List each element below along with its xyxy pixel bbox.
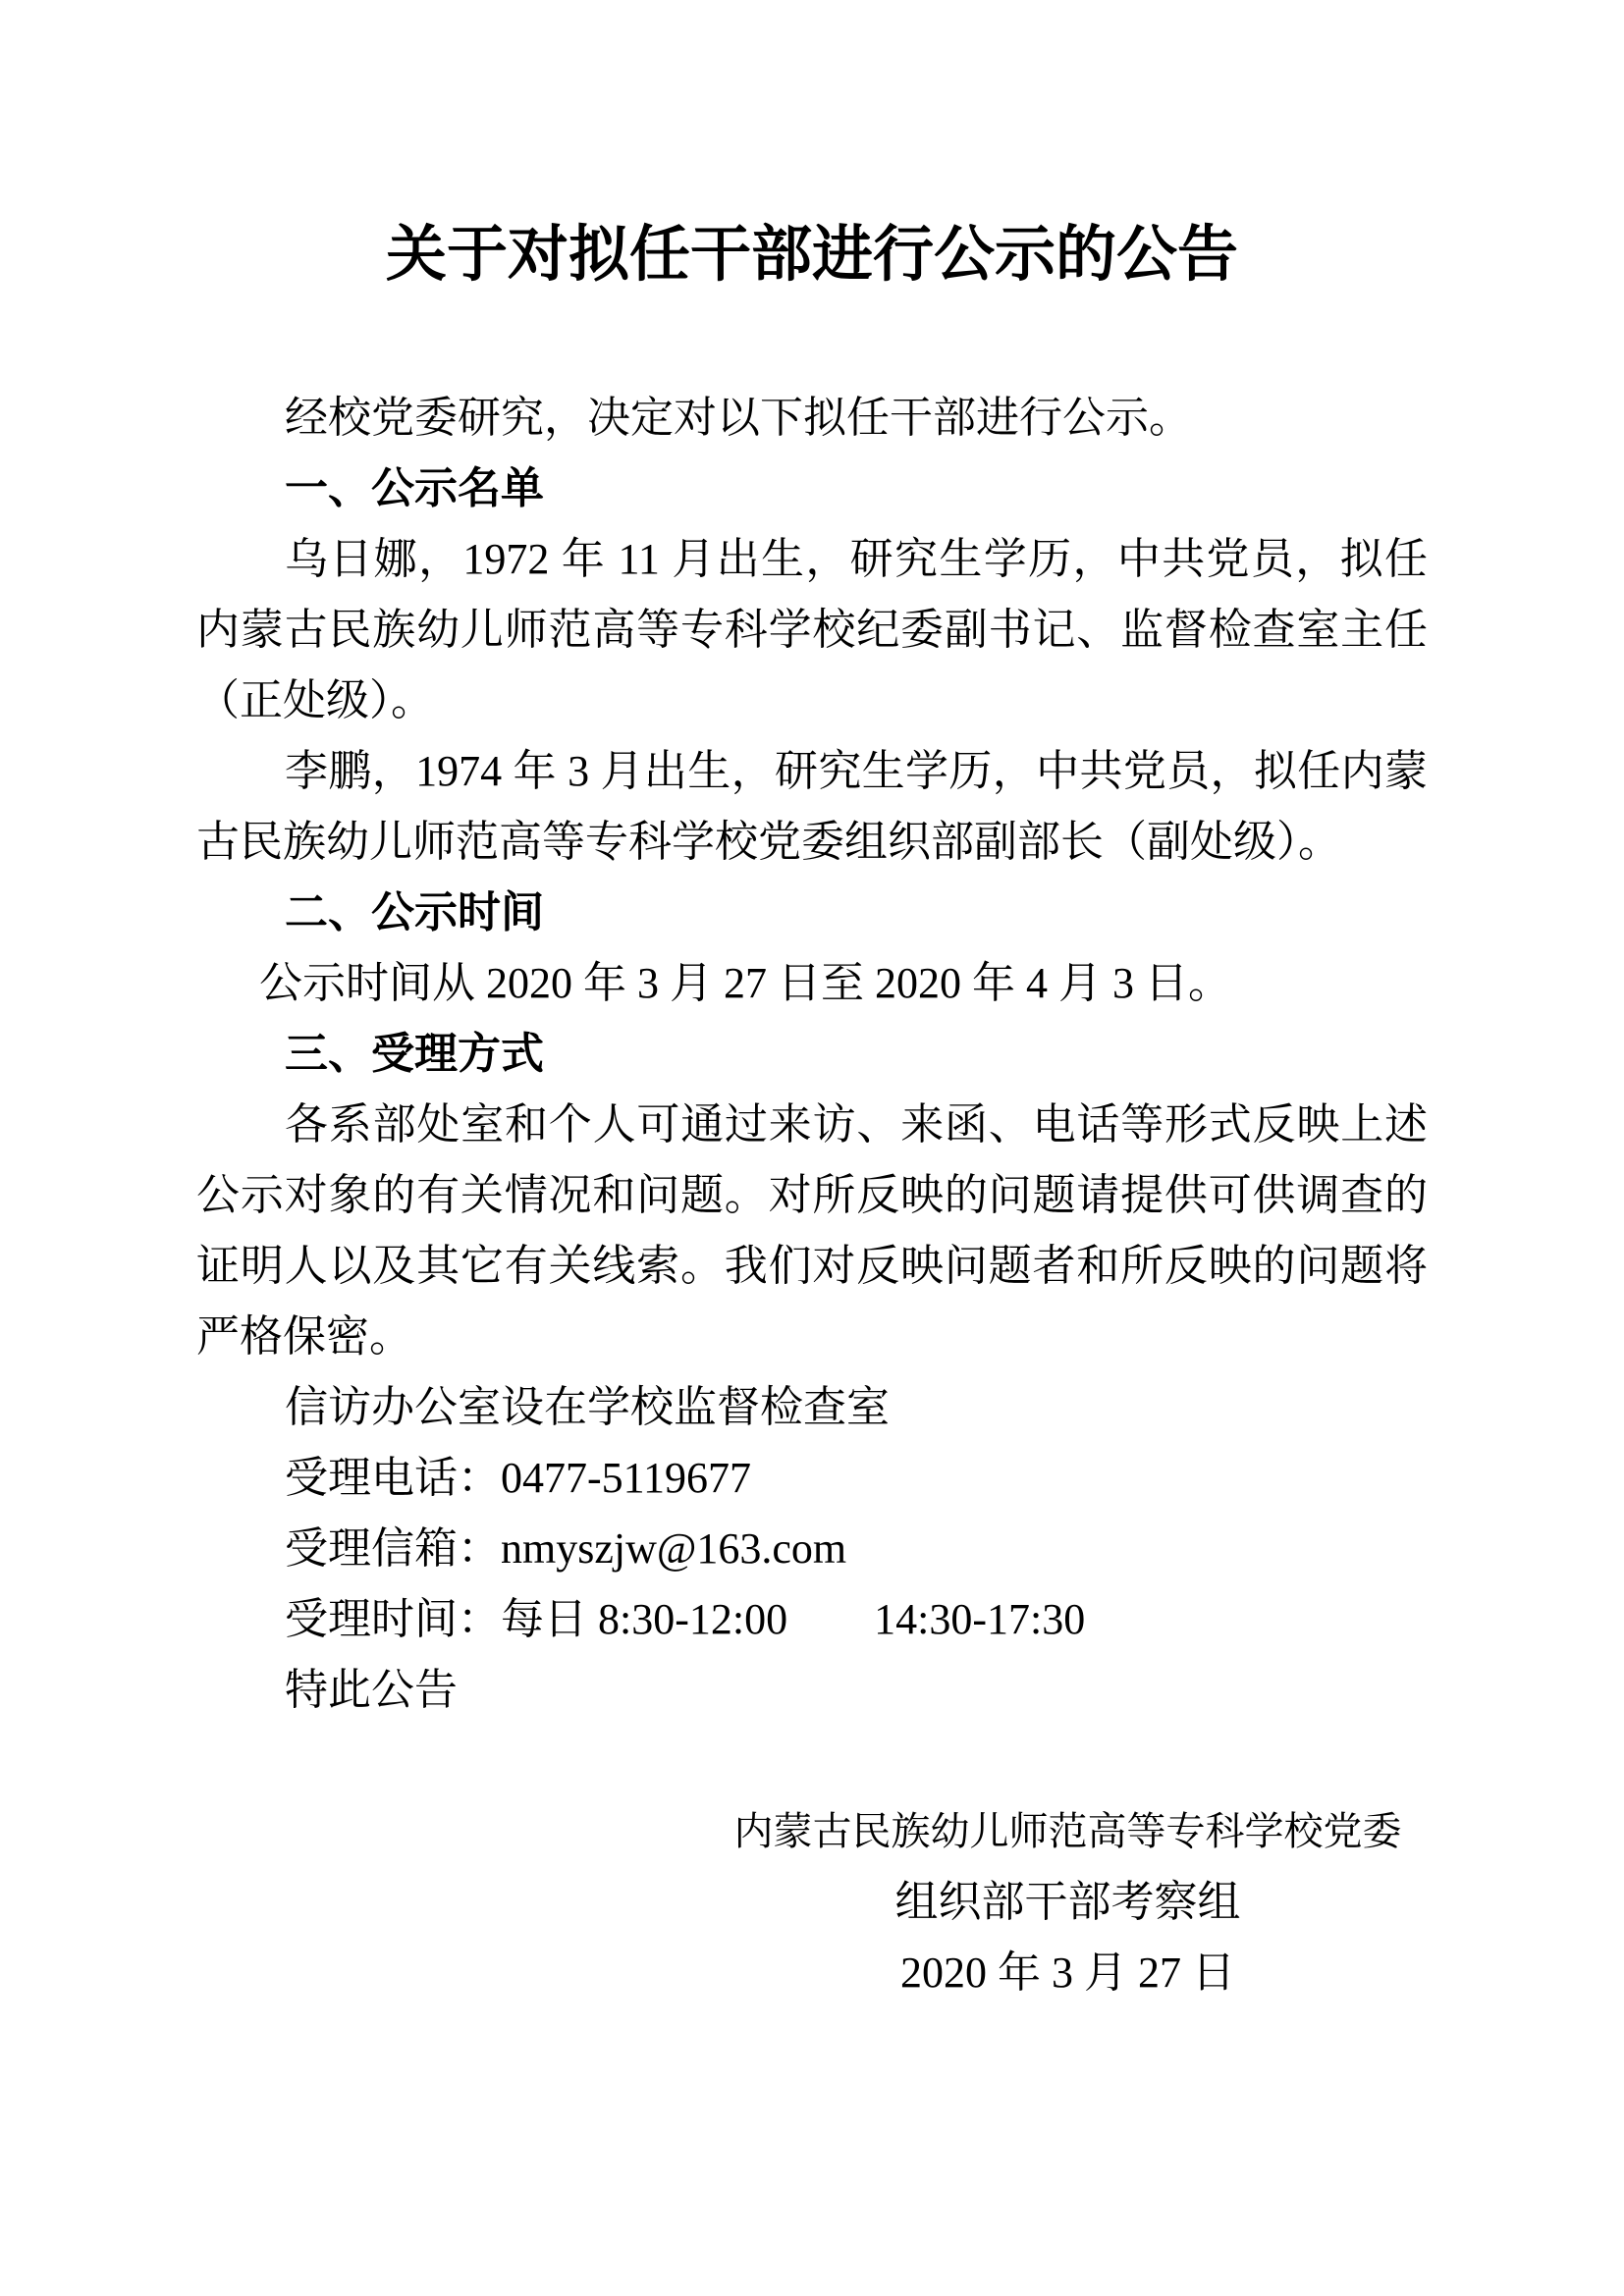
section1-heading: 一、公示名单 — [285, 464, 544, 512]
section2-heading: 二、公示时间 — [285, 888, 544, 936]
phone-paragraph: 受理电话：0477-5119677 — [285, 1454, 752, 1502]
email-paragraph: 受理信箱：nmyszjw@163.com — [285, 1524, 847, 1573]
intro-paragraph: 经校党委研究，决定对以下拟任干部进行公示。 — [285, 394, 1192, 442]
section3-heading: 三、受理方式 — [285, 1030, 544, 1078]
closing-paragraph: 特此公告 — [285, 1666, 458, 1714]
signature-group: 组织部干部考察组 — [894, 1878, 1241, 1926]
person1-paragraph: 乌日娜，1972 年 11 月出生，研究生学历，中共党员，拟任内蒙古民族幼儿师范高等专科学校纪委副书记、监督检查室主任（正处级）。 — [196, 535, 1428, 724]
methods-paragraph: 各系部处室和个人可通过来访、来函、电话等形式反映上述公示对象的有关情况和问题。对所反映的问题请提供可供调查的证明人以及其它有关线索。我们对反映问题者和所反映的问题将严格保密。 — [196, 1100, 1428, 1361]
period-paragraph: 公示时间从 2020 年 3 月 27 日至 2020 年 4 月 3 日。 — [259, 959, 1231, 1007]
signature-committee: 内蒙古民族幼儿师范高等专科学校党委 — [733, 1809, 1402, 1853]
person2-paragraph: 李鹏，1974 年 3 月出生，研究生学历，中共党员，拟任内蒙古民族幼儿师范高等专科学校党委组织部副部长（副处级）。 — [196, 747, 1428, 866]
office-paragraph: 信访办公室设在学校监督检查室 — [285, 1383, 890, 1431]
hours-paragraph: 受理时间：每日 8:30-12:00 14:30-17:30 — [285, 1595, 1086, 1643]
signature-block — [731, 1796, 1404, 2008]
page-title: 关于对拟任干部进行公示的公告 — [385, 222, 1238, 289]
signature-date: 2020 年 3 月 27 日 — [900, 1949, 1235, 1997]
